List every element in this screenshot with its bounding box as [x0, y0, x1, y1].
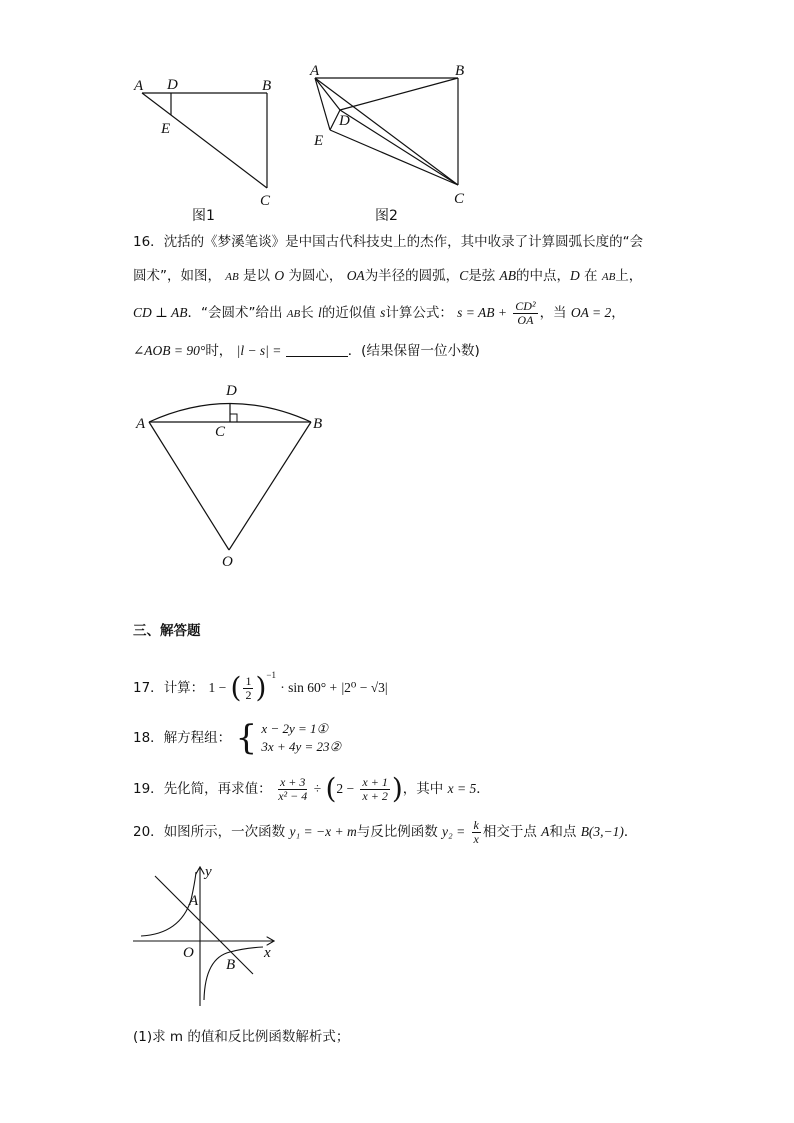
q16-d: D [570, 268, 580, 283]
q18-number: 18． [133, 730, 164, 746]
fig1-label-c: C [260, 193, 271, 209]
q16-text-3b: 长 [300, 305, 314, 321]
q16-formula-lhs: s = AB + [457, 305, 507, 320]
fig1-caption: 图1 [192, 208, 215, 224]
q20-point-b-label: B [226, 957, 236, 973]
figure-2 [309, 63, 465, 224]
q17-label: 计算： [163, 680, 205, 696]
q20-text-b: 与反比例函数 [356, 824, 438, 840]
q20-text-d: 和点 [549, 824, 577, 840]
fig1-label-e: E [161, 121, 171, 137]
q16-text-2f: 的中点， [516, 268, 570, 284]
q19-f2-den: x + 2 [362, 788, 388, 803]
fig1-label-b: B [262, 78, 272, 94]
q19-tail-a: ，其中 [402, 781, 444, 797]
q18-eq2: 3x + 4y = 23② [261, 739, 342, 754]
q18 [133, 720, 341, 756]
fig2-caption: 图2 [375, 208, 398, 224]
q20-k-over-x [472, 819, 481, 846]
fig2-label-e: E [314, 133, 324, 149]
q19-number: 19． [133, 781, 164, 797]
q19-tail-b: ． [476, 781, 490, 797]
q18-eq1: x − 2y = 1① [261, 721, 329, 736]
q19-f2-num: x + 1 [362, 774, 388, 789]
q16-label-a: A [136, 416, 146, 432]
q16-line-1 [133, 232, 643, 252]
q16-arc-ab-3: AB [286, 308, 301, 320]
q16-text-2a: 圆术”，如图， [133, 268, 221, 284]
q19-f1-den: x² − 4 [278, 788, 308, 803]
q20-x: x [473, 831, 479, 846]
q17-exponent: −1 [266, 670, 276, 680]
q16-text-2e: 是弦 [468, 268, 496, 284]
q16-cond-angle: ∠AOB = 90° [133, 343, 206, 358]
q16-sector-diagram [125, 375, 335, 575]
q17: 17．计算： 1 − ( $\frac{1}{2}$ )$^{-1}$ · sin 60° + |2⁰ − √3| [133, 670, 388, 704]
q20-point-a-label: A [189, 893, 199, 909]
q20-a: A [541, 824, 550, 839]
q20-text-e: ． [623, 824, 638, 840]
q16-text-2c: 为圆心， [288, 268, 343, 284]
q20-text-c: 相交于点 [482, 824, 537, 840]
q16-arc-ab: AB [225, 271, 239, 283]
q16-arc-ab-2: AB [601, 271, 616, 283]
q17-half [243, 675, 253, 702]
q16-text-3e: ，当 [539, 305, 567, 321]
q17-expr-b: · sin 60° + [280, 680, 338, 695]
q19-label: 先化简，再求值： [163, 781, 272, 797]
q16-answer-blank[interactable] [286, 342, 348, 357]
q16-label-d: D [226, 383, 237, 399]
q16-c: C [459, 268, 469, 283]
q20-b: B(3,−1) [580, 824, 624, 839]
q16-text-2d: 为半径的圆弧， [364, 268, 460, 284]
q18-label: 解方程组： [163, 730, 232, 746]
q16-label-o: O [222, 554, 233, 570]
q16-text-2g: 在 [584, 268, 598, 284]
figure-1 [133, 77, 271, 224]
fig2-label-b: B [455, 63, 465, 79]
q17-expr-c: |2⁰ − √3| [341, 680, 388, 695]
q16-text-2h: 上， [615, 268, 643, 284]
fig2-label-a: A [310, 63, 320, 79]
q19-fraction-2 [360, 776, 389, 803]
q16-o: O [274, 268, 285, 283]
q17-half-den: 2 [245, 687, 252, 702]
q16-text-1: 沈括的《梦溪笔谈》是中国古代科技史上的杰作，其中收录了计算圆弧长度的“会 [163, 234, 644, 250]
q20-sub-1: (1)求 m 的值和反比例函数解析式； [133, 1029, 350, 1045]
fig1-label-d: D [167, 77, 178, 93]
q16-text-3d: 计算公式： [385, 305, 453, 321]
q16-text-3a: ．“会圆术”给出 [187, 305, 283, 321]
figure-1-2 [120, 55, 500, 230]
q20-axis-y-label: y [205, 864, 212, 880]
q17-expr-a: 1 − [208, 680, 227, 695]
q16-line-3 [133, 299, 625, 328]
q16-line-4 [133, 341, 480, 361]
q18-system [261, 720, 341, 756]
q16-formula-fraction [513, 300, 537, 327]
q20-y1: y₁ = −x + m [289, 824, 357, 839]
q16-l: l [318, 305, 322, 320]
q19-f1-num: x + 3 [279, 774, 306, 789]
q19-fraction-1 [278, 776, 307, 803]
q16-text-3c: 的近似值 [321, 305, 376, 321]
q16-number: 16． [133, 234, 164, 250]
q20-number: 20． [133, 824, 164, 840]
q19-div: ÷ [313, 781, 322, 796]
q16-perp: CD ⊥ AB [133, 305, 188, 320]
q16-oa: OA [346, 268, 365, 283]
q17-number: 17． [133, 680, 164, 696]
q16-text-4b: ．(结果保留一位小数) [347, 343, 480, 359]
q20-axis-x-label: x [264, 945, 271, 961]
q19-two-minus: 2 − [336, 781, 355, 796]
q16-label-c: C [215, 424, 226, 440]
q16-text-4a: 时， [205, 343, 233, 359]
q20 [133, 815, 637, 849]
q16-label-b: B [313, 416, 323, 432]
q16-s: s [380, 305, 386, 320]
fig2-label-d: D [339, 113, 350, 129]
q16-formula-num: CD² [515, 298, 536, 313]
q20-graph [125, 860, 285, 1010]
q16-cond-oa: OA = 2 [570, 305, 612, 320]
q20-origin-label: O [183, 945, 194, 961]
q19: 19．先化简，再求值： $\frac{x + 3}{\text{x² − 4}}$ ÷ (2 − $\frac{x + 1}{x + 2}$ )，其中 x = 5． [133, 772, 490, 805]
q16-ab: AB [499, 268, 516, 283]
fig1-label-a: A [134, 78, 144, 94]
q20-text-a: 如图所示，一次函数 [163, 824, 286, 840]
q18-brace: { [235, 718, 258, 758]
q19-cond: x = 5 [447, 781, 477, 796]
q16-text-2b: 是以 [243, 268, 271, 284]
q20-k: k [473, 817, 479, 832]
q16-formula-den: OA [517, 312, 534, 327]
q16-line-2 [133, 266, 642, 287]
q20-y2: y₂ = [442, 824, 466, 839]
fig2-label-c: C [454, 191, 465, 207]
q17-half-num: 1 [245, 673, 252, 688]
q16-abs-expr: |l − s| = [236, 343, 282, 358]
section-3-title: 三、解答题 [133, 623, 201, 639]
q16-comma: ， [611, 305, 625, 321]
